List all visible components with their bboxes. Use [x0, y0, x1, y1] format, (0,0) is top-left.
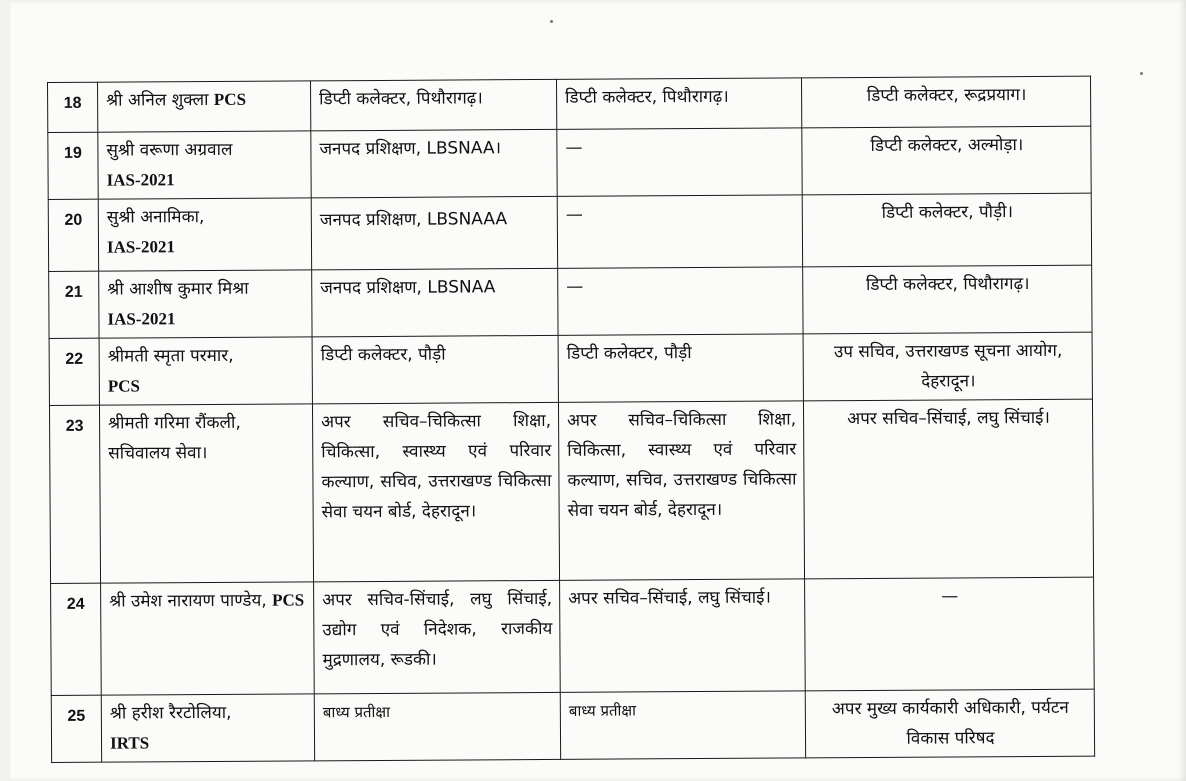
previous-posting: बाध्य प्रतीक्षा	[314, 692, 560, 761]
current-posting: डिप्टी कलेक्टर, पौड़ी	[558, 334, 803, 402]
current-posting: —	[557, 195, 802, 268]
officer-cadre: PCS	[213, 89, 247, 109]
serial-number: 25	[51, 695, 101, 762]
officer-name	[99, 337, 312, 405]
officer-name: श्रीमती गरिमा रौंकली, सचिवालय सेवा।	[99, 404, 313, 583]
officer-cadre: IRTS	[109, 733, 150, 753]
officer-cadre: IAS-2021	[106, 170, 175, 190]
new-posting: डिप्टी कलेक्टर, अल्मोड़ा।	[802, 126, 1091, 195]
serial-number: 20	[48, 199, 98, 271]
table-row	[51, 577, 1095, 695]
officer-name-text: श्री अनिल शुक्ला	[106, 90, 209, 111]
officer-cadre: IAS-2021	[107, 309, 176, 329]
new-posting: डिप्टी कलेक्टर, रूद्रप्रयाग।	[801, 76, 1090, 128]
officer-name	[101, 694, 314, 762]
officer-name	[98, 131, 311, 199]
serial-number: 18	[48, 82, 98, 132]
serial-number: 24	[51, 583, 102, 695]
officer-name-text: सुश्री वरूणा अग्रवाल	[106, 139, 233, 161]
table-row	[49, 265, 1092, 338]
table-row	[48, 126, 1091, 199]
previous-posting: जनपद प्रशिक्षण, LBSNAA	[312, 268, 558, 337]
officer-cadre: IAS-2021	[106, 237, 176, 257]
current-posting: —	[558, 267, 803, 335]
officer-name	[98, 198, 311, 271]
officer-cadre: PCS	[107, 376, 141, 396]
new-posting: —	[805, 577, 1095, 691]
new-posting: अपर सचिव–सिंचाई, लघु सिंचाई।	[803, 399, 1093, 579]
table-row	[51, 689, 1094, 762]
officer-cadre: PCS	[272, 590, 305, 610]
current-posting: बाध्य प्रतीक्षा	[560, 691, 805, 759]
table-row	[48, 76, 1091, 132]
document-page	[10, 0, 1186, 781]
previous-posting: अपर सचिव-सिंचाई, लघु सिंचाई, उद्योग एवं निदेशक, राजकीय मुद्रणालय, रूडकी।	[314, 580, 561, 694]
officer-name	[98, 81, 311, 132]
officer-name-text: श्री हरीश रैरटोलिया,	[109, 702, 232, 724]
current-posting: अपर सचिव–सिंचाई, लघु सिंचाई।	[560, 579, 806, 692]
table-row	[49, 332, 1092, 405]
new-posting: अपर मुख्य कार्यकारी अधिकारी, पर्यटन विकास परिषद	[805, 689, 1094, 758]
serial-number: 23	[49, 405, 100, 583]
current-posting: —	[557, 128, 802, 196]
previous-posting: अपर सचिव–चिकित्सा शिक्षा, चिकित्सा, स्वास्थ्य एवं परिवार कल्याण, सचिव, उत्तराखण्ड चिकित्सा सेवा चयन बोर्ड, देहरादून।	[312, 402, 559, 581]
scan-speck	[1140, 72, 1143, 75]
officer-name-text: श्री उमेश नारायण पाण्डेय,	[109, 590, 267, 612]
new-posting: उप सचिव, उत्तराखण्ड सूचना आयोग, देहरादून।	[803, 332, 1092, 401]
previous-posting: डिप्टी कलेक्टर, पौड़ी	[312, 335, 558, 404]
officer-name-text: श्रीमती स्मृता परमार,	[107, 345, 234, 367]
previous-posting: जनपद प्रशिक्षण, LBSNAA।	[311, 129, 557, 198]
serial-number: 21	[49, 271, 99, 338]
new-posting: डिप्टी कलेक्टर, पिथौरागढ़।	[803, 265, 1092, 334]
table-row	[49, 399, 1093, 583]
serial-number: 22	[49, 338, 99, 405]
table-row	[48, 193, 1091, 271]
scan-speck	[550, 20, 553, 23]
officer-name-text: सुश्री अनामिका,	[106, 207, 205, 228]
current-posting: अपर सचिव–चिकित्सा शिक्षा, चिकित्सा, स्वास्थ्य एवं परिवार कल्याण, सचिव, उत्तराखण्ड चिकित्सा सेवा चयन बोर्ड, देहरादून।	[558, 401, 804, 580]
posting-table	[47, 76, 1095, 763]
officer-name	[99, 270, 312, 338]
previous-posting: डिप्टी कलेक्टर, पिथौरागढ़।	[310, 79, 556, 131]
current-posting: डिप्टी कलेक्टर, पिथौरागढ़।	[556, 78, 801, 129]
new-posting: डिप्टी कलेक्टर, पौड़ी।	[802, 193, 1091, 267]
officer-name	[101, 582, 315, 695]
serial-number: 19	[48, 132, 98, 199]
officer-name-text: श्री आशीष कुमार मिश्रा	[107, 278, 249, 300]
previous-posting: जनपद प्रशिक्षण, LBSNAAA	[311, 196, 557, 270]
